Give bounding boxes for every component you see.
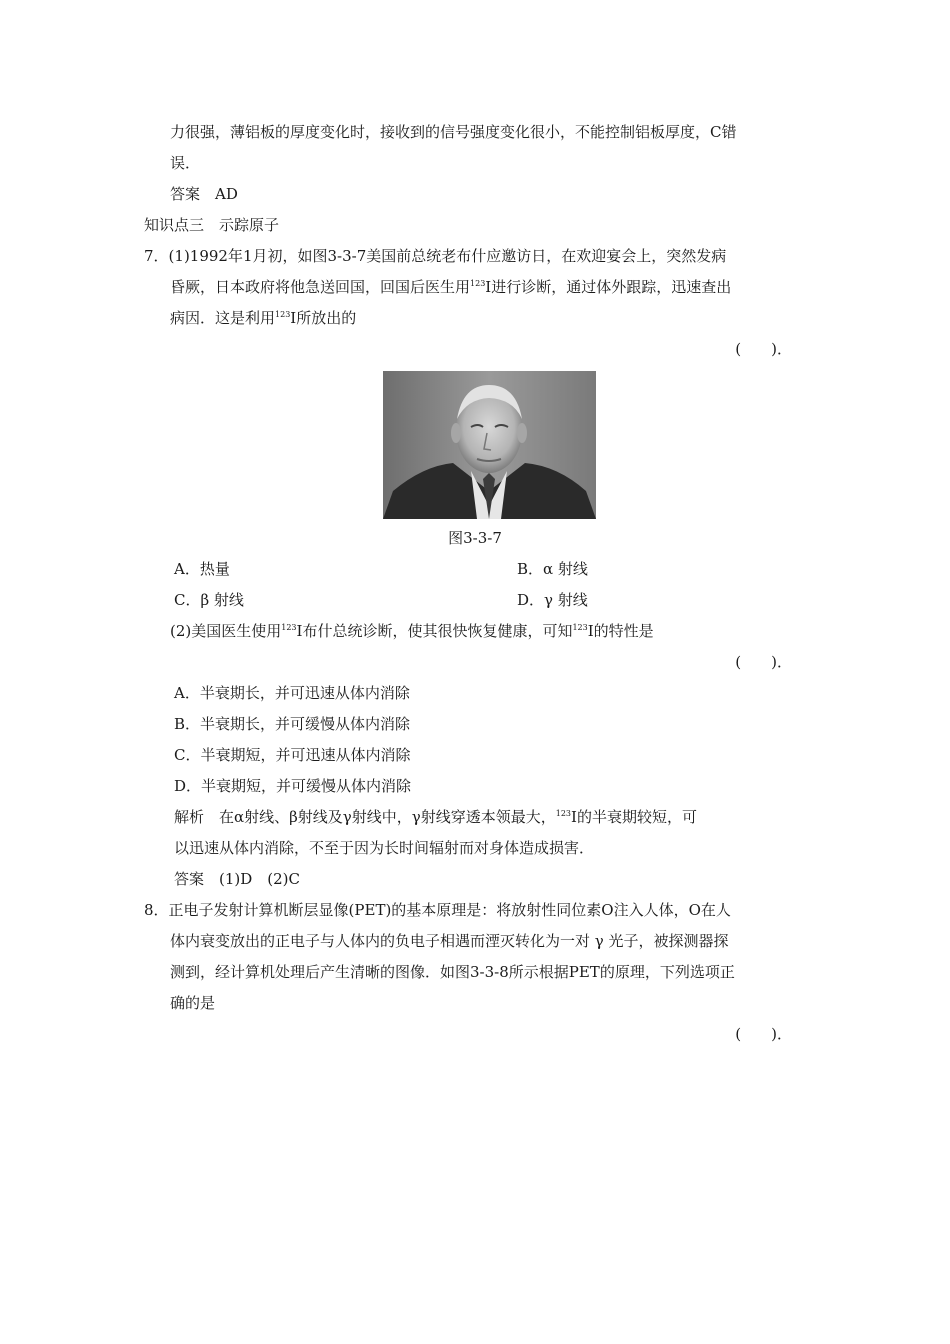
q7-option-c: C．β 射线	[174, 591, 244, 609]
q7-line1: 7．(1)1992年1月初，如图3-3-7美国前总统老布什应邀访日，在欢迎宴会上，突然发病	[144, 247, 727, 265]
q7-part2-option-d: D．半衰期短，并可缓慢从体内消除	[174, 777, 412, 795]
q7-answer-bracket: ( )．	[735, 340, 792, 358]
q7-option-d: D．γ 射线	[517, 591, 588, 609]
q7-line2: 昏厥，日本政府将他急送回国，回国后医生用$^{123}$I进行诊断，通过体外跟踪，迅速查出	[170, 278, 732, 296]
q8-line4: 确的是	[170, 994, 216, 1012]
q8-line3: 测到，经计算机处理后产生清晰的图像．如图3-3-8所示根据PET的原理，下列选项正	[170, 963, 735, 981]
q7-explanation-line2: 以迅速从体内消除，不至于因为长时间辐射而对身体造成损害．	[174, 839, 595, 857]
prev-answer: 答案 AD	[170, 185, 238, 203]
q7-part2-stem: (2)美国医生使用$^{123}$I布什总统诊断，使其很快恢复健康，可知$^{123}$I的特性是	[170, 622, 654, 640]
prev-explanation-line1: 力很强，薄铝板的厚度变化时，接收到的信号强度变化很小，不能控制铝板厚度，C错	[170, 123, 737, 141]
q7-line3: 病因．这是利用$^{123}$I所放出的	[170, 309, 357, 327]
q7-part2-bracket: ( )．	[735, 653, 792, 671]
q7-option-b: B．α 射线	[517, 560, 588, 578]
q8-line1: 8．正电子发射计算机断层显像(PET)的基本原理是：将放射性同位素O注入人体，O在人	[144, 901, 731, 919]
section-heading: 知识点三 示踪原子	[144, 216, 280, 234]
q8-line2: 体内衰变放出的正电子与人体内的负电子相遇而湮灭转化为一对 γ 光子，被探测器探	[170, 932, 729, 950]
q7-answer: 答案 (1)D (2)C	[174, 870, 300, 888]
portrait-photo	[383, 371, 596, 519]
q7-part2-option-a: A．半衰期长，并可迅速从体内消除	[174, 684, 410, 702]
figure-caption: 图3-3-7	[448, 529, 502, 547]
prev-explanation-line2: 误．	[170, 154, 201, 172]
q7-part2-option-b: B．半衰期长，并可缓慢从体内消除	[174, 715, 411, 733]
q7-part2-option-c: C．半衰期短，并可迅速从体内消除	[174, 746, 411, 764]
q8-answer-bracket: ( )．	[735, 1025, 792, 1043]
q7-explanation-line1: 解析 在α射线、β射线及γ射线中，γ射线穿透本领最大，$^{123}$I的半衰期较短，可	[174, 808, 697, 826]
q7-option-a: A．热量	[174, 560, 230, 578]
